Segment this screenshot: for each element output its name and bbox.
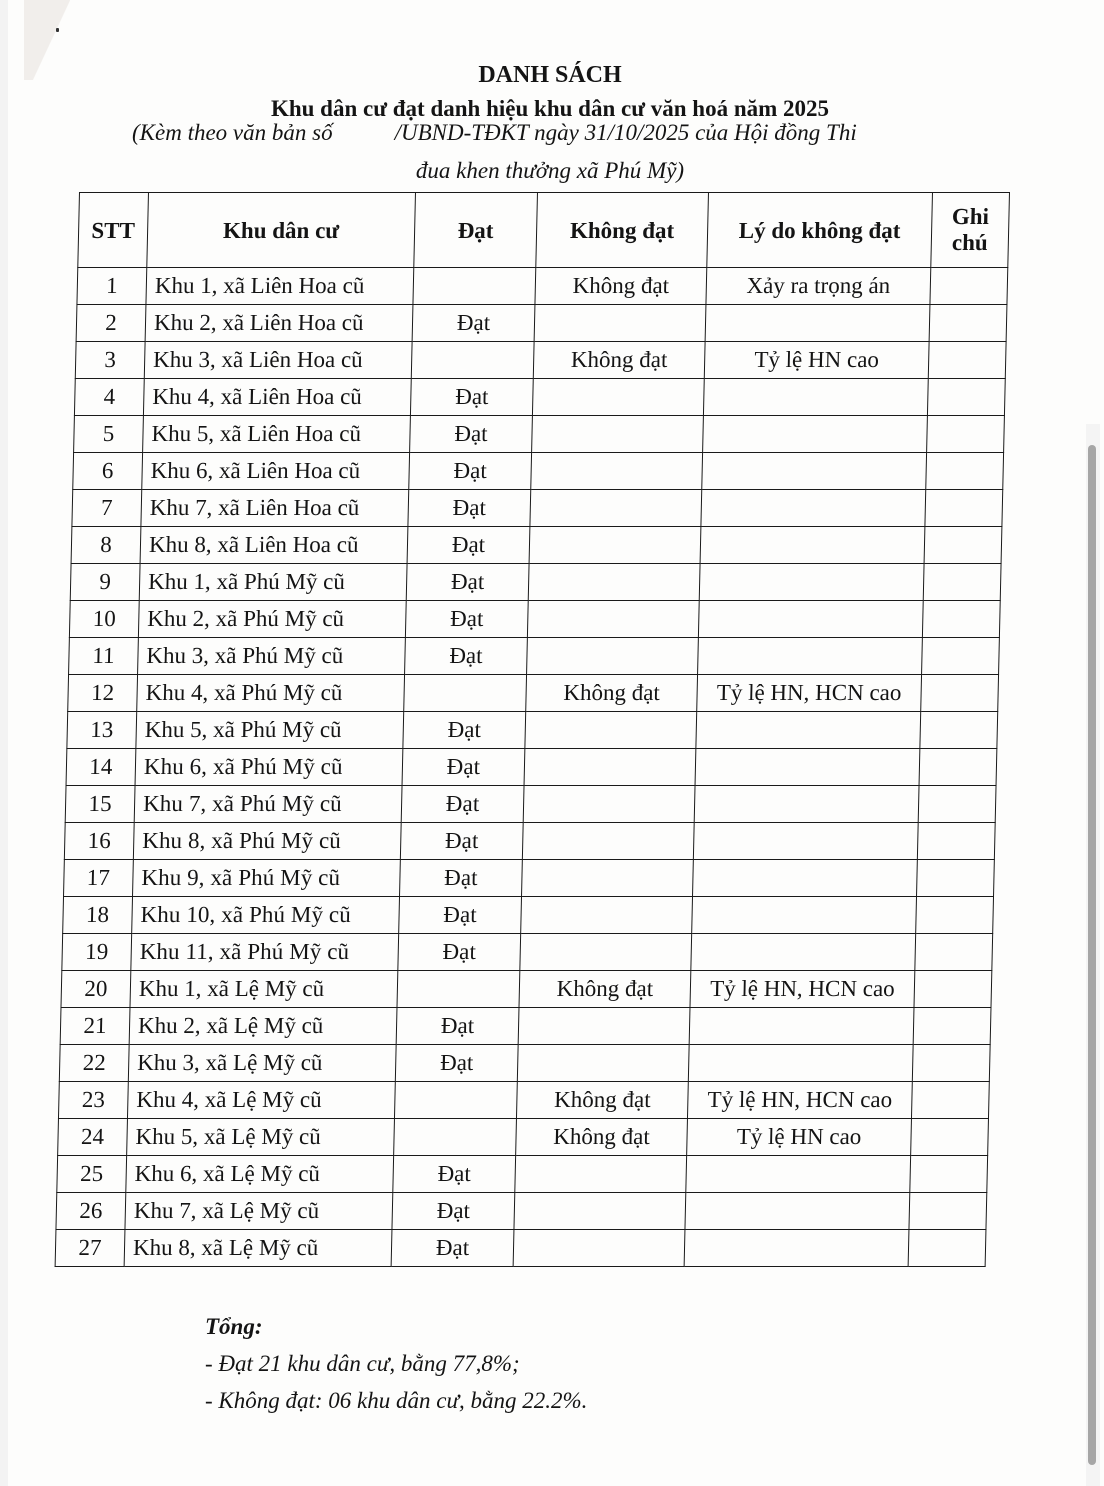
cell-khu-dan-cu: Khu 3, xã Lệ Mỹ cũ [128,1045,396,1082]
header-ghi-chu-line-1: Ghi [951,204,990,229]
cell-stt: 24 [58,1119,128,1156]
cell-ly-do: Tỷ lệ HN cao [687,1119,912,1156]
cell-dat [394,1082,517,1119]
cell-ly-do [696,712,921,749]
cell-ghi-chu [914,971,992,1008]
cell-ghi-chu [915,934,993,971]
cell-ghi-chu [928,342,1006,379]
cell-khu-dan-cu: Khu 5, xã Phú Mỹ cũ [136,712,404,749]
header-khong-dat: Không đạt [536,193,709,268]
cell-ghi-chu [916,897,994,934]
cell-ly-do [700,527,925,564]
cell-ghi-chu [927,379,1005,416]
cell-khu-dan-cu: Khu 7, xã Phú Mỹ cũ [134,786,402,823]
cell-khong-dat [532,416,704,453]
cell-dat: Đạt [392,1193,515,1230]
cell-ghi-chu [919,749,997,786]
cell-ghi-chu [926,453,1004,490]
table-row [70,564,1001,601]
cell-khu-dan-cu: Khu 10, xã Phú Mỹ cũ [132,897,400,934]
cell-stt: 25 [57,1156,127,1193]
cell-khu-dan-cu: Khu 2, xã Liên Hoa cũ [145,305,413,342]
cell-khu-dan-cu: Khu 8, xã Liên Hoa cũ [140,527,408,564]
header-ghi-chu-line-2: chú [951,230,989,255]
cell-dat: Đạt [399,897,522,934]
cell-ly-do [701,490,926,527]
document-subtitle: Khu dân cư đạt danh hiệu khu dân cư văn hoá năm 2025 [270,96,830,121]
cell-stt: 21 [60,1008,130,1045]
cell-ghi-chu [911,1082,989,1119]
cell-khu-dan-cu: Khu 4, xã Liên Hoa cũ [143,379,411,416]
cell-ghi-chu [925,490,1003,527]
cell-ghi-chu [920,712,998,749]
cell-khong-dat [524,749,696,786]
cell-dat: Đạt [408,490,531,527]
cell-stt: 2 [76,305,146,342]
cell-dat: Đạt [406,564,529,601]
cell-khong-dat [530,490,702,527]
attachment-note-line-2: đua khen thưởng xã Phú Mỹ) [415,158,685,183]
cell-ghi-chu [912,1045,990,1082]
cell-khong-dat [525,712,697,749]
cell-ghi-chu [918,786,996,823]
cell-stt: 11 [69,638,139,675]
cell-stt: 6 [73,453,143,490]
summary-failed: - Không đạt: 06 khu dân cư, bằng 22.2%. [205,1388,588,1413]
table-row [66,749,997,786]
table-header-row [78,193,1010,268]
cell-khu-dan-cu: Khu 6, xã Liên Hoa cũ [142,453,410,490]
cell-dat: Đạt [412,305,535,342]
cell-dat: Đạt [407,527,530,564]
cell-khong-dat [532,379,704,416]
cell-stt: 27 [55,1230,125,1267]
cell-ghi-chu [924,527,1002,564]
summary-label: Tổng: [205,1314,263,1339]
paper-speck [56,28,59,32]
table-row [72,490,1003,527]
cell-khong-dat: Không đạt [533,342,705,379]
cell-khu-dan-cu: Khu 1, xã Phú Mỹ cũ [139,564,407,601]
cell-ghi-chu [923,564,1001,601]
cell-khong-dat [513,1230,685,1267]
cell-dat: Đạt [410,379,533,416]
table-row [75,342,1006,379]
cell-stt: 26 [56,1193,126,1230]
cell-khu-dan-cu: Khu 9, xã Phú Mỹ cũ [133,860,401,897]
cell-stt: 18 [63,897,133,934]
cell-ghi-chu [930,268,1008,305]
table-row [68,675,999,712]
cell-stt: 8 [71,527,141,564]
cell-khu-dan-cu: Khu 4, xã Phú Mỹ cũ [137,675,405,712]
cell-khong-dat [522,860,694,897]
cell-ghi-chu [922,638,1000,675]
cell-ly-do [698,601,923,638]
table-row [76,305,1007,342]
cell-khong-dat [520,934,692,971]
cell-khu-dan-cu: Khu 11, xã Phú Mỹ cũ [131,934,399,971]
cell-ly-do: Tỷ lệ HN cao [704,342,929,379]
summary-section [205,1308,587,1419]
cell-khu-dan-cu: Khu 6, xã Lệ Mỹ cũ [126,1156,394,1193]
header-dat: Đạt [414,193,538,268]
cell-khu-dan-cu: Khu 8, xã Lệ Mỹ cũ [124,1230,392,1267]
cell-dat: Đạt [410,416,533,453]
cell-khong-dat: Không đạt [516,1082,688,1119]
cell-stt: 14 [66,749,136,786]
cell-khong-dat [515,1156,687,1193]
cell-khu-dan-cu: Khu 3, xã Phú Mỹ cũ [138,638,406,675]
cell-dat: Đạt [391,1230,514,1267]
cell-khong-dat [527,601,699,638]
header-ly-do-khong-dat: Lý do không đạt [707,193,933,268]
cell-ly-do [686,1156,911,1193]
table-row [64,823,995,860]
residential-area-table [55,192,1010,1267]
cell-khong-dat [534,305,706,342]
table-row [69,638,1000,675]
cell-dat: Đạt [405,638,528,675]
cell-ghi-chu [927,416,1005,453]
table-row [63,897,994,934]
cell-khong-dat [528,564,700,601]
cell-stt: 16 [64,823,134,860]
table-row [73,453,1004,490]
cell-khu-dan-cu: Khu 5, xã Liên Hoa cũ [143,416,411,453]
cell-ly-do: Tỷ lệ HN, HCN cao [697,675,922,712]
table-row [55,1230,986,1267]
cell-ly-do [689,1008,914,1045]
cell-khong-dat [531,453,703,490]
cell-stt: 13 [67,712,137,749]
cell-dat: Đạt [395,1045,518,1082]
cell-ghi-chu [913,1008,991,1045]
cell-dat [404,675,527,712]
table-row [59,1045,990,1082]
table-row [58,1119,989,1156]
cell-khong-dat [522,823,694,860]
cell-dat: Đạt [409,453,532,490]
cell-ly-do [698,638,923,675]
attachment-note-part-2: /UBND-TĐKT ngày 31/10/2025 của Hội đồng Thi [394,120,857,145]
cell-dat: Đạt [402,749,525,786]
cell-dat: Đạt [403,712,526,749]
cell-ly-do: Xảy ra trọng án [706,268,931,305]
cell-stt: 23 [58,1082,128,1119]
cell-stt: 4 [74,379,144,416]
window-edge [0,0,8,1486]
cell-ghi-chu [917,823,995,860]
cell-khong-dat [514,1193,686,1230]
cell-dat: Đạt [405,601,528,638]
residential-area-table-wrapper [55,192,1009,1267]
header-khu-dan-cu: Khu dân cư [147,193,416,268]
scrollbar-thumb[interactable] [1088,445,1096,1465]
cell-khu-dan-cu: Khu 2, xã Phú Mỹ cũ [138,601,406,638]
cell-khong-dat [518,1008,690,1045]
cell-khu-dan-cu: Khu 7, xã Liên Hoa cũ [141,490,409,527]
cell-khong-dat [523,786,695,823]
cell-khu-dan-cu: Khu 1, xã Lệ Mỹ cũ [130,971,398,1008]
cell-ly-do [703,416,928,453]
cell-khu-dan-cu: Khu 6, xã Phú Mỹ cũ [135,749,403,786]
cell-dat: Đạt [396,1008,519,1045]
cell-ly-do [693,823,918,860]
cell-khu-dan-cu: Khu 7, xã Lệ Mỹ cũ [125,1193,393,1230]
cell-stt: 9 [70,564,140,601]
cell-dat: Đạt [400,823,523,860]
cell-stt: 1 [77,268,147,305]
cell-ghi-chu [929,305,1007,342]
table-row [69,601,1000,638]
cell-dat: Đạt [393,1156,516,1193]
cell-stt: 7 [72,490,142,527]
cell-stt: 15 [65,786,135,823]
cell-khu-dan-cu: Khu 1, xã Liên Hoa cũ [146,268,414,305]
cell-ly-do [691,934,916,971]
cell-dat [413,268,536,305]
attachment-note-line-1 [132,120,952,146]
attachment-note-part-1: (Kèm theo văn bản số [132,120,333,145]
table-row [61,971,992,1008]
cell-ghi-chu [911,1119,989,1156]
table-row [60,1008,991,1045]
paper-edge [24,0,70,80]
table-row [74,416,1005,453]
cell-dat [394,1119,517,1156]
cell-khong-dat: Không đạt [526,675,698,712]
cell-khu-dan-cu: Khu 3, xã Liên Hoa cũ [144,342,412,379]
document-title: DANH SÁCH [478,62,622,88]
cell-khong-dat: Không đạt [535,268,707,305]
header-ghi-chu [931,193,1010,268]
cell-ly-do [703,379,928,416]
cell-stt: 17 [64,860,134,897]
table-row [58,1082,989,1119]
vertical-scrollbar[interactable] [1086,424,1100,1486]
cell-ghi-chu [922,601,1000,638]
cell-ghi-chu [917,860,995,897]
cell-stt: 10 [69,601,139,638]
cell-stt: 3 [75,342,145,379]
table-row [57,1156,988,1193]
table-row [62,934,993,971]
cell-ly-do [699,564,924,601]
cell-stt: 12 [68,675,138,712]
cell-ghi-chu [910,1156,988,1193]
cell-ly-do [705,305,930,342]
cell-ly-do [702,453,927,490]
table-row [71,527,1002,564]
cell-khong-dat: Không đạt [516,1119,688,1156]
cell-khong-dat [521,897,693,934]
cell-ly-do [684,1230,909,1267]
cell-ly-do [685,1193,910,1230]
cell-dat: Đạt [401,786,524,823]
cell-dat [397,971,520,1008]
cell-khong-dat: Không đạt [519,971,691,1008]
cell-dat [411,342,534,379]
cell-stt: 19 [62,934,132,971]
table-row [74,379,1005,416]
table-row [77,268,1008,305]
cell-ghi-chu [921,675,999,712]
cell-ly-do [692,897,917,934]
cell-dat: Đạt [398,934,521,971]
cell-ly-do [693,860,918,897]
cell-ly-do [694,786,919,823]
header-stt: STT [78,193,149,268]
cell-ly-do [688,1045,913,1082]
cell-khu-dan-cu: Khu 2, xã Lệ Mỹ cũ [129,1008,397,1045]
cell-ghi-chu [909,1193,987,1230]
cell-ly-do: Tỷ lệ HN, HCN cao [690,971,915,1008]
cell-khong-dat [529,527,701,564]
cell-khong-dat [517,1045,689,1082]
cell-stt: 5 [74,416,144,453]
cell-dat: Đạt [400,860,523,897]
cell-ghi-chu [908,1230,986,1267]
cell-ly-do [695,749,920,786]
cell-ly-do: Tỷ lệ HN, HCN cao [687,1082,912,1119]
cell-stt: 20 [61,971,131,1008]
table-row [67,712,998,749]
table-row [64,860,995,897]
cell-khong-dat [527,638,699,675]
cell-khu-dan-cu: Khu 8, xã Phú Mỹ cũ [133,823,401,860]
summary-passed: - Đạt 21 khu dân cư, bằng 77,8%; [205,1351,520,1376]
cell-stt: 22 [59,1045,129,1082]
cell-khu-dan-cu: Khu 4, xã Lệ Mỹ cũ [127,1082,395,1119]
table-row [65,786,996,823]
table-row [56,1193,987,1230]
table-body [55,268,1008,1267]
cell-khu-dan-cu: Khu 5, xã Lệ Mỹ cũ [127,1119,395,1156]
